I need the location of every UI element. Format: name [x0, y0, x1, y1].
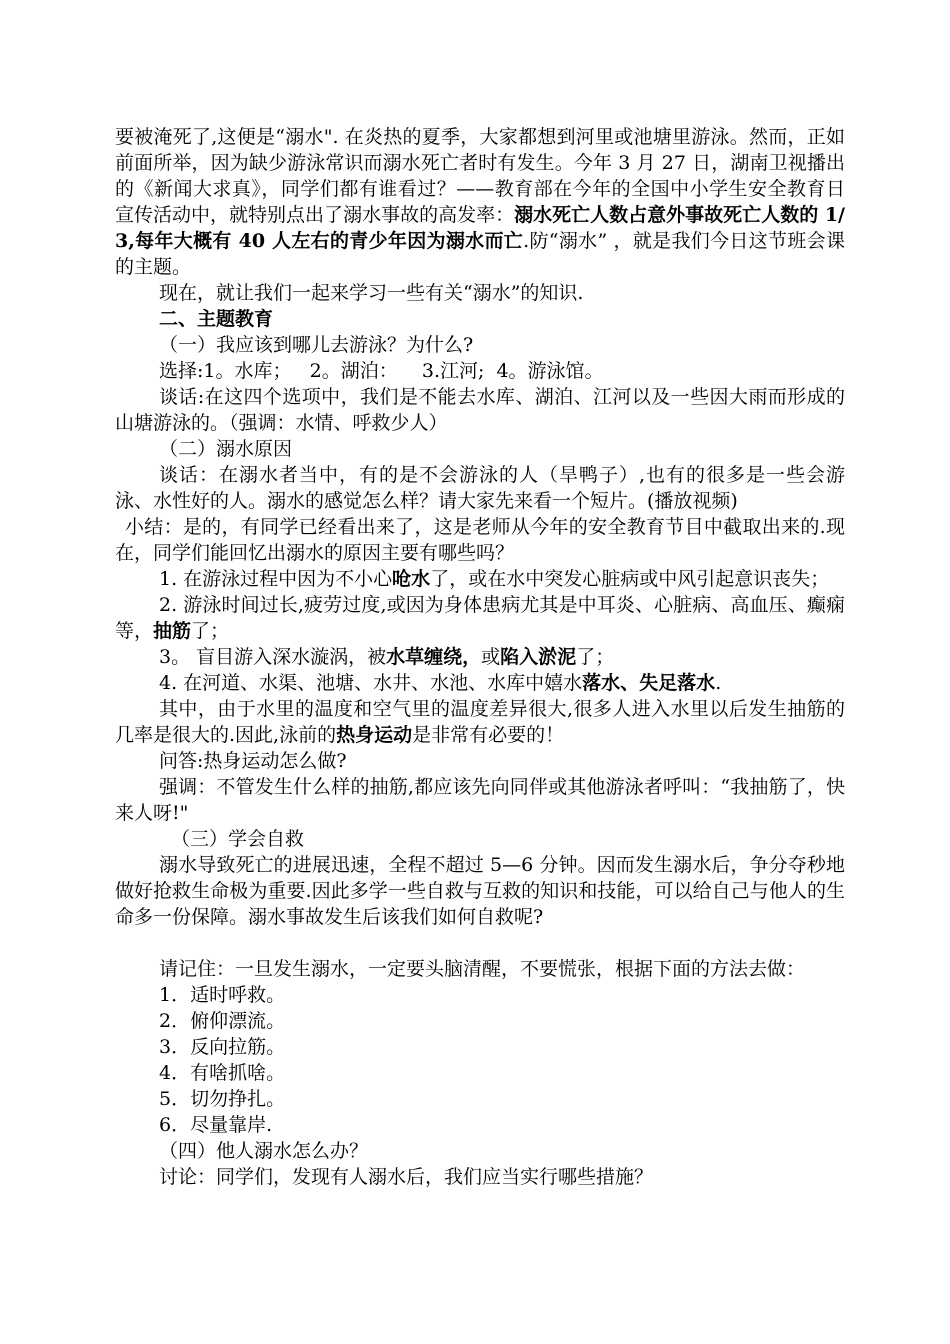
choice-line: 选择:1。水库； 2。湖泊： 3.江河; 4。游泳馆。 [159, 360, 604, 382]
intro-text-end: .防“溺水” ，就是我们今日这节班会课的主题。 [115, 230, 845, 278]
step-item-3: 3．反向拉筋。 [159, 1036, 286, 1058]
reason-3-text-end: 了； [576, 646, 615, 668]
reason-1-text-end: 了，或在水中突发心脏病或中风引起意识丧失； [430, 568, 830, 590]
reason-4-text-end: . [715, 672, 722, 694]
warmup-text: 其中，由于水里的温度和空气里的温度差异很大,很多人进入水里以后发生抽筋的几率是很大的.因此,泳前的 [115, 698, 845, 746]
talk-paragraph-1: 谈话:在这四个选项中，我们是不能去水库、湖泊、江河以及一些因大雨而形成的山塘游泳的。（强调：水情、呼救少人） [115, 386, 845, 434]
reason-3-bold-2: 陷入淤泥 [500, 646, 577, 668]
reason-3-text-mid: 或 [481, 646, 501, 668]
reason-1-bold: 呛水 [392, 568, 431, 590]
subsection-heading-3: （三）学会自救 [171, 828, 305, 850]
warmup-paragraph [115, 696, 845, 748]
reason-item-3 [115, 644, 845, 670]
reason-2-text: 2. 游泳时间过长,疲劳过度,或因为身体患病尤其是中耳炎、心脏病、高血压、癫痫等， [115, 594, 845, 642]
reason-3-bold-1: 水草缠绕， [386, 646, 482, 668]
talk-paragraph-2: 谈话：在溺水者当中，有的是不会游泳的人（旱鸭子）,也有的很多是一些会游泳、水性好的人。溺水的感觉怎么样？请大家先来看一个短片。(播放视频) [115, 464, 845, 512]
reason-item-1 [115, 566, 845, 592]
section-heading-theme: 二、主题教育 [159, 308, 274, 330]
subsection-heading-2: （二）溺水原因 [159, 438, 293, 460]
step-item-2: 2．俯仰漂流。 [159, 1010, 286, 1032]
emphasis-paragraph: 强调：不管发生什么样的抽筋,都应该先向同伴或其他游泳者呼叫：“我抽筋了，快来人呀!" [115, 776, 845, 824]
intro-bold-statistic: 溺水死亡人数占意外事故死亡人数的 1/3,每年大概有 40 人左右的青少年因为溺水而亡 [115, 204, 845, 252]
warmup-bold: 热身运动 [336, 724, 413, 746]
reason-2-text-end: 了； [191, 620, 230, 642]
self-rescue-paragraph: 溺水导致死亡的进展迅速，全程不超过 5—6 分钟。因而发生溺水后，争分夺秒地做好抢救生命极为重要.因此多学一些自救与互救的知识和技能，可以给自己与他人的生命多一份保障。溺水事故发生后该我们如何自救呢? [115, 854, 845, 928]
reason-4-text: 4. 在河道、水渠、池塘、水井、水池、水库中嬉水 [159, 672, 583, 694]
reason-1-text: 1. 在游泳过程中因为不小心 [159, 568, 393, 590]
reason-item-2 [115, 592, 845, 644]
reason-3-text: 3。 盲目游入深水漩涡，被 [159, 646, 387, 668]
step-item-6: 6．尽量靠岸. [159, 1114, 273, 1136]
step-item-1: 1．适时呼救。 [159, 984, 286, 1006]
step-item-5: 5．切勿挣扎。 [159, 1088, 286, 1110]
warmup-text-end: 是非常有必要的！ [412, 724, 565, 746]
remember-paragraph: 请记住：一旦发生溺水，一定要头脑清醒，不要慌张，根据下面的方法去做： [159, 958, 806, 980]
reason-2-bold: 抽筋 [153, 620, 192, 642]
intro-paragraph [115, 124, 845, 280]
summary-paragraph: 小结：是的，有同学已经看出来了，这是老师从今年的安全教育节目中截取出来的.现在，同学们能回忆出溺水的原因主要有哪些吗？ [115, 516, 845, 564]
transition-paragraph: 现在，就让我们一起来学习一些有关“溺水”的知识. [159, 282, 584, 304]
discussion-paragraph: 讨论：同学们，发现有人溺水后，我们应当实行哪些措施？ [159, 1166, 654, 1188]
subsection-heading-1: （一）我应该到哪儿去游泳？为什么? [159, 334, 474, 356]
reason-item-4 [115, 670, 845, 696]
reason-4-bold: 落水、失足落水 [582, 672, 716, 694]
intro-text: 要被淹死了,这便是“溺水". 在炎热的夏季，大家都想到河里或池塘里游泳。然而，正如前面所举，因为缺少游泳常识而溺水死亡者时有发生。今年 3 月 27 日，湖南卫视播出的《新闻大求真》，同学们都有谁看过？——教育部在今年的全国中小学生安全教育日宣传活动中，就特别点出了溺水事故的高发率： [115, 126, 845, 226]
question-line: 问答:热身运动怎么做? [159, 750, 347, 772]
blank-line [115, 930, 845, 956]
step-item-4: 4．有啥抓啥。 [159, 1062, 286, 1084]
subsection-heading-4: （四）他人溺水怎么办？ [159, 1140, 369, 1162]
document-body [115, 124, 845, 1190]
